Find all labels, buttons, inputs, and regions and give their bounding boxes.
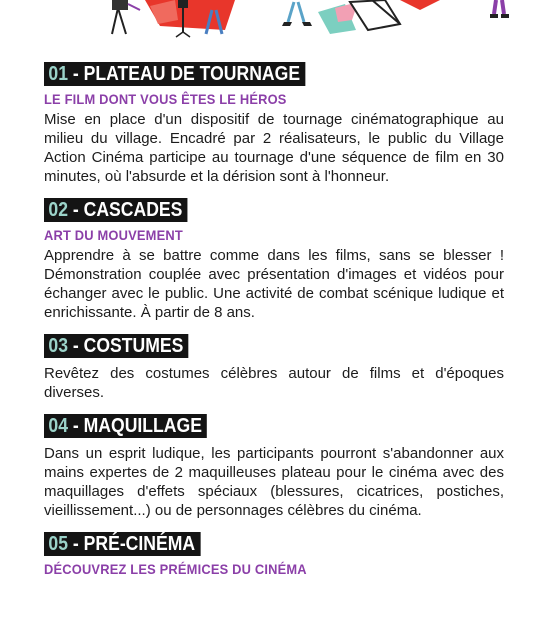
- section-heading: [44, 414, 207, 438]
- section-cascades: [44, 198, 504, 322]
- section-maquillage: [44, 414, 504, 520]
- section-heading: [44, 532, 200, 556]
- section-heading: [44, 334, 189, 358]
- section-title: PRÉ-CINÉMA: [83, 533, 196, 555]
- activities-list: [44, 62, 504, 590]
- header-illustration: [0, 0, 540, 40]
- section-subtitle: ART DU MOUVEMENT: [44, 227, 183, 243]
- section-subtitle: LE FILM DONT VOUS ÊTES LE HÉROS: [44, 91, 287, 107]
- section-title: COSTUMES: [83, 335, 184, 357]
- section-number: 03: [48, 335, 68, 357]
- section-plateau-de-tournage: [44, 62, 504, 186]
- heading-separator: -: [67, 415, 84, 437]
- section-number: 01: [48, 63, 68, 85]
- section-pre-cinema: [44, 532, 504, 578]
- section-number: 02: [48, 199, 68, 221]
- section-body: Dans un esprit ludique, les participants pourront s'abandonner aux mains expertes de 2 maquilleuses plateau pour le cinéma avec des maquillages d'effets spéciaux (blessures, cicatrices, postiches, vieillissement...) ou de personnages célèbres du cinéma.: [44, 445, 504, 519]
- section-heading: [44, 198, 188, 222]
- section-number: 04: [48, 415, 68, 437]
- section-title: PLATEAU DE TOURNAGE: [83, 63, 301, 85]
- heading-separator: -: [67, 335, 84, 357]
- heading-separator: -: [67, 533, 84, 555]
- section-title: CASCADES: [83, 199, 183, 221]
- section-subtitle: DÉCOUVREZ LES PRÉMICES DU CINÉMA: [44, 561, 307, 577]
- section-number: 05: [48, 533, 68, 555]
- section-costumes: [44, 334, 504, 402]
- heading-separator: -: [67, 199, 84, 221]
- section-title: MAQUILLAGE: [83, 415, 202, 437]
- section-body: Revêtez des costumes célèbres autour de films et d'époques diverses.: [44, 365, 504, 401]
- section-heading: [44, 62, 305, 86]
- section-body: Apprendre à se battre comme dans les films, sans se blesser ! Démonstration couplée avec présentation d'images et vidéos pour échanger avec le public. Une activité de combat scénique ludique et enrichissante. À partir de 8 ans.: [44, 247, 504, 321]
- section-body: Mise en place d'un dispositif de tournage cinématographique au milieu du village. Encadré par 2 réalisateurs, le public du Village Action Cinéma participe au tournage d'une séquence de film en 30 minutes, où l'absurde et la dérision sont à l'honneur.: [44, 111, 504, 185]
- heading-separator: -: [67, 63, 84, 85]
